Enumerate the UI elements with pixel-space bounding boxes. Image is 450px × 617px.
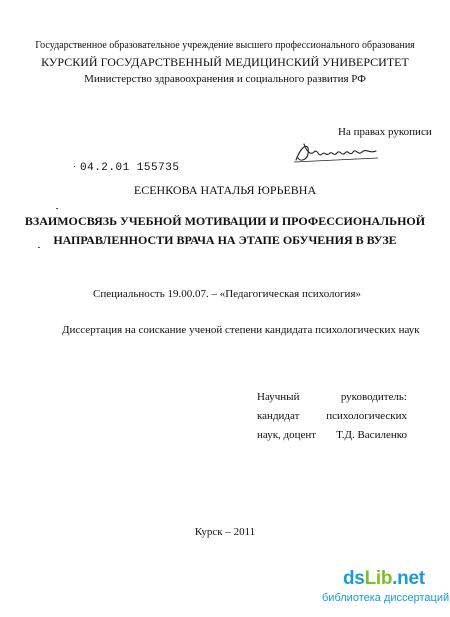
watermark-lib: Lib xyxy=(364,568,393,589)
watermark-ds: ds xyxy=(343,568,365,589)
scan-speck xyxy=(38,247,40,248)
supervisor-l3-b: Т.Д. Василенко xyxy=(336,429,407,441)
supervisor-line-3 xyxy=(257,429,407,441)
supervisor-l2-b: психологических xyxy=(326,410,407,422)
supervisor-l2-a: кандидат xyxy=(257,410,300,422)
supervisor-l1-b: руководитель: xyxy=(340,391,407,403)
ministry-line: Министерство здравоохранения и социального развития РФ xyxy=(84,73,366,85)
scan-speck xyxy=(56,208,58,209)
watermark-subtitle: библиотека диссертаций xyxy=(322,592,450,604)
specialty-line: Специальность 19.00.07. – «Педагогическая психология» xyxy=(93,288,362,300)
supervisor-l1-a: Научный xyxy=(257,391,300,403)
author-name: ЕСЕНКОВА НАТАЛЬЯ ЮРЬЕВНА xyxy=(133,183,317,197)
watermark-net: .net xyxy=(392,568,425,589)
place-year: Курск – 2011 xyxy=(194,526,256,538)
university-name: КУРСКИЙ ГОСУДАРСТВЕННЫЙ МЕДИЦИНСКИЙ УНИВЕРСИТЕТ xyxy=(41,55,409,69)
manuscript-note: На правах рукописи xyxy=(338,126,432,138)
supervisor-l3-a: наук, доцент xyxy=(257,429,317,441)
watermark-logo xyxy=(343,568,425,590)
institution-line: Государственное образовательное учреждение высшего профессионального образования xyxy=(35,40,415,51)
supervisor-line-1 xyxy=(257,391,407,403)
degree-line: Диссертация на соискание ученой степени кандидата психологических наук xyxy=(62,324,420,336)
supervisor-line-2 xyxy=(257,410,407,422)
dissertation-title-line1: ВЗАИМОСВЯЗЬ УЧЕБНОЙ МОТИВАЦИИ И ПРОФЕССИОНАЛЬНОЙ xyxy=(24,214,426,228)
dissertation-title-line2: НАПРАВЛЕННОСТИ ВРАЧА НА ЭТАПЕ ОБУЧЕНИЯ В ВУЗЕ xyxy=(53,233,397,247)
registry-number: 04.2.01 155735 xyxy=(80,162,180,174)
scan-speck xyxy=(74,166,75,167)
signature xyxy=(292,140,384,166)
